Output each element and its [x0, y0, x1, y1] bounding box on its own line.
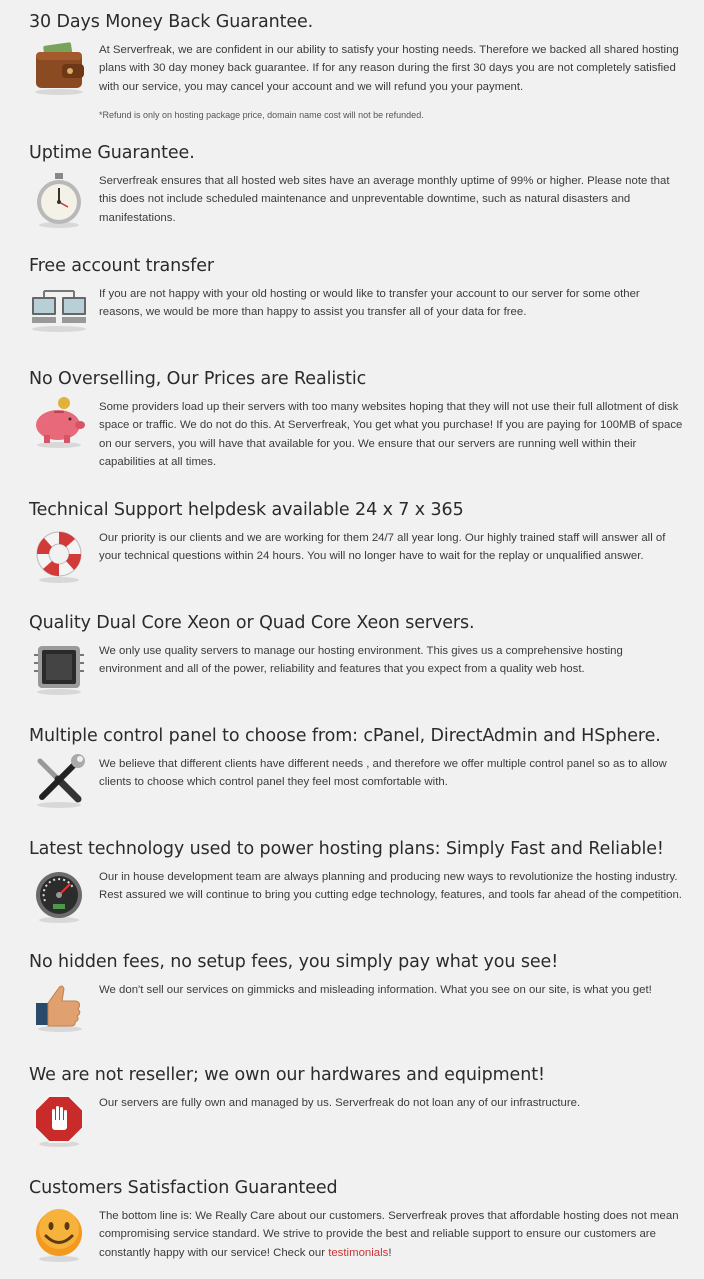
- section-title: 30 Days Money Back Guarantee.: [29, 12, 314, 32]
- section-text: Serverfreak ensures that all hosted web sites have an average monthly uptime of 99% or higher. Please note that this does not include scheduled maintenance and unpreventable downtime, such as natural disasters and manifestations.: [99, 175, 670, 224]
- lifebuoy-icon: [30, 527, 88, 585]
- section-title: We are not reseller; we own our hardwares and equipment!: [29, 1065, 545, 1085]
- section-title: Quality Dual Core Xeon or Quad Core Xeon servers.: [29, 613, 475, 633]
- section-text: We don't sell our services on gimmicks and misleading information. What you see on our site, is what you get!: [99, 984, 652, 996]
- section-title: No hidden fees, no setup fees, you simply pay what you see!: [29, 952, 559, 972]
- section-title: Free account transfer: [29, 256, 214, 276]
- wallet-icon: [30, 40, 88, 98]
- section-text: Our in house development team are always planning and producing new ways to revolutionize the hosting industry. Rest assured we will continue to bring you cutting edge technology, features, and tools far ahead of the competition.: [99, 871, 682, 902]
- section-text: We believe that different clients have different needs , and therefore we offer multiple control panel so as to allow clients to choose which control panel they feel most comfortable with.: [99, 758, 667, 789]
- section-title: Multiple control panel to choose from: cPanel, DirectAdmin and HSphere.: [29, 726, 661, 746]
- section-text: Our servers are fully own and managed by us. Serverfreak do not loan any of our infrastructure.: [99, 1097, 581, 1109]
- section-text: Some providers load up their servers with too many websites hoping that they will not use their full allotment of disk space or traffic. We do not do this. At Serverfreak, You get what you purchase! If you are paying for 100MB of space on our servers, you will have that available for you. We ensure that our servers are running well within their capabilities at all times.: [99, 401, 683, 468]
- section-title: Latest technology used to power hosting plans: Simply Fast and Reliable!: [29, 839, 664, 859]
- stopwatch-icon: [30, 171, 88, 229]
- section-title: Uptime Guarantee.: [29, 143, 195, 163]
- section-text: If you are not happy with your old hosting or would like to transfer your account to our server for some other reasons, we would be more than happy to assist you transfer all of your data for free.: [99, 288, 640, 319]
- refund-note: *Refund is only on hosting package price, domain name cost will not be refunded.: [99, 110, 424, 120]
- section-text: At Serverfreak, we are confident in our ability to satisfy your hosting needs. Therefore we backed all shared hosting plans with 30 day money back guarantee. If for any reason during the first 30 days you are not completely satisfied with our service, you may cancel your account and we will refund you your payment.: [99, 44, 679, 93]
- smiley-icon: [30, 1205, 88, 1263]
- stop-hand-icon: [30, 1092, 88, 1150]
- speedometer-icon: [30, 866, 88, 924]
- section-title: No Overselling, Our Prices are Realistic: [29, 369, 367, 389]
- section-text: The bottom line is: We Really Care about our customers. Serverfreak proves that affordable hosting does not mean compromising service standard. We strive to provide the best and reliable support to ensure our customers are constantly happy with our service! Check our testimonials!: [99, 1210, 679, 1259]
- cpu-chip-icon: [30, 640, 88, 698]
- section-text: Our priority is our clients and we are working for them 24/7 all year long. Our highly trained staff will answer all of your technical questions within 24 hours. You will no longer have to wait for the replay or unqualified answer.: [99, 532, 666, 563]
- section-title: Customers Satisfaction Guaranteed: [29, 1178, 338, 1198]
- tools-icon: [30, 753, 88, 811]
- testimonials-link[interactable]: testimonials: [328, 1246, 389, 1259]
- thumbs-up-icon: [30, 979, 88, 1037]
- piggy-bank-icon: [30, 395, 88, 453]
- section-text: We only use quality servers to manage our hosting environment. This gives us a comprehensive hosting environment and all of the power, reliability and features that you expect from a quality web host.: [99, 645, 623, 676]
- section-title: Technical Support helpdesk available 24 x 7 x 365: [29, 500, 464, 520]
- transfer-computers-icon: [30, 283, 88, 341]
